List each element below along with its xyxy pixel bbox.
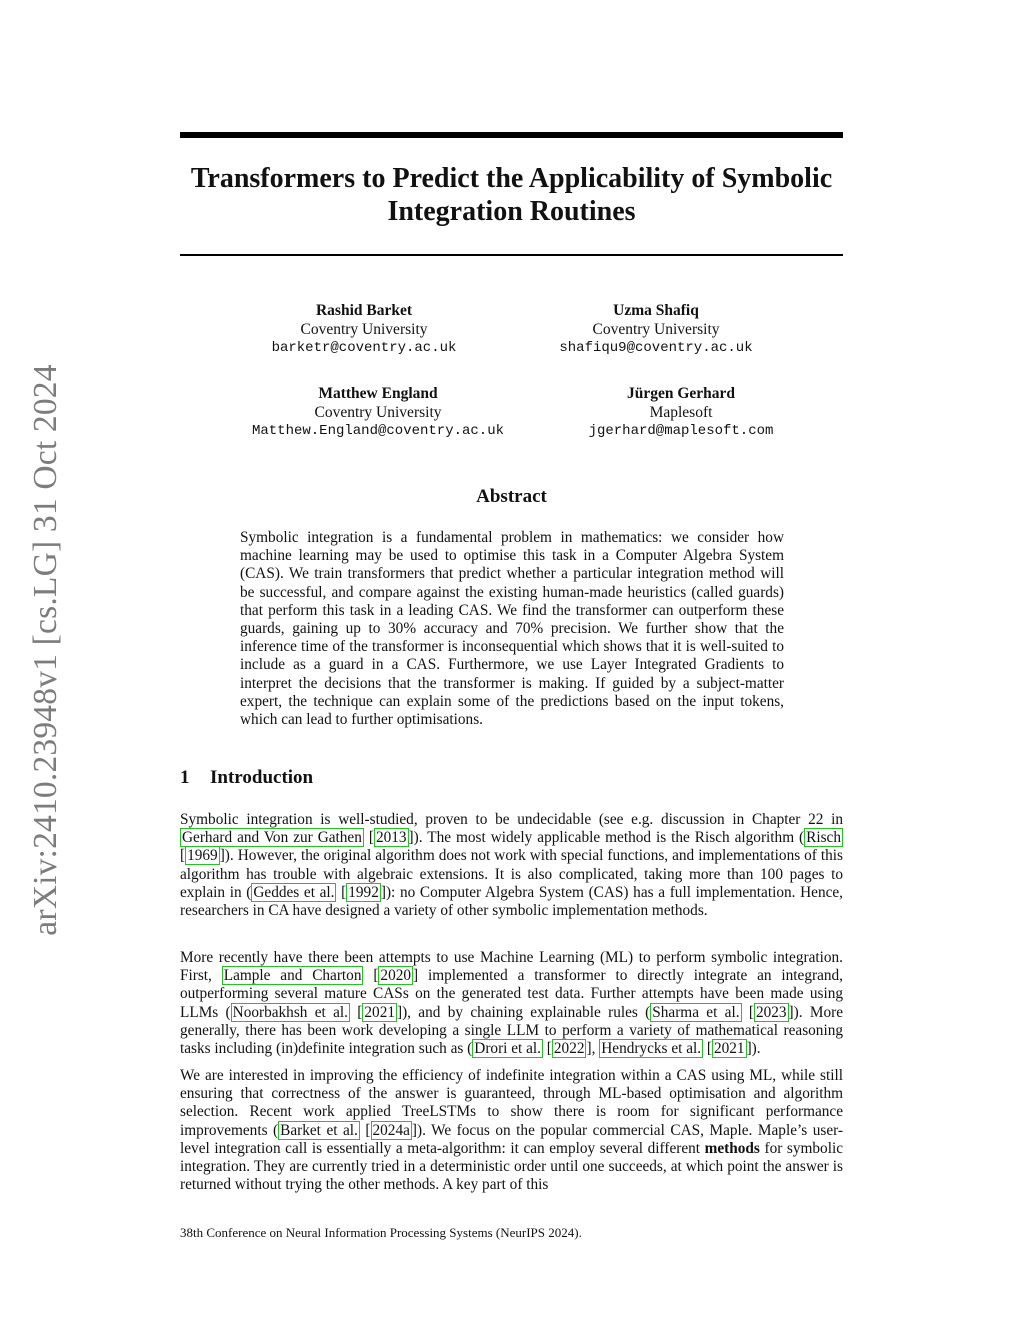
author-email: jgerhard@maplesoft.com [588, 423, 774, 439]
text-run: ] implemented a transformer to directly integrate an integrand, outperforming several mature CASs on the generated test data. Further attempts have been made using LLMs ( [180, 967, 843, 1021]
text-run: [ [180, 847, 186, 865]
citation-link[interactable]: Drori et al. [474, 1040, 541, 1058]
citation-link[interactable]: 2022 [553, 1040, 585, 1058]
citation-link[interactable]: Noorbakhsh et al. [232, 1003, 348, 1021]
abstract-text: Symbolic integration is a fundamental problem in mathematics: we consider how machine learning may be used to optimise this task in a Computer Algebra System (CAS). We train transformers that predict whether a particular integration method will be successful, and compare against the existing human-made heuristics (called guards) that perform this task in a leading CAS. We find the transformer can outperform these guards, gaining up to 30% accuracy and 70% precision. We further show that the inference time of the transformer is inconsequential which shows that it is well-suited to include as a guard in a CAS. Furthermore, we use Layer Integrated Gradients to interpret the decisions that the transformer is making. If guided by a subject-matter expert, the technique can explain some of the predictions based on the input tokens, which can lead to further optimisations. [240, 529, 784, 729]
citation-link[interactable]: Geddes et al. [253, 883, 335, 901]
text-run: for symbolic integration. They are currently tried in a deterministic order until one succeeds, at which point the answer is returned without trying the other methods. A key part of this [180, 1139, 843, 1194]
citation-link[interactable]: Risch [806, 829, 841, 847]
arxiv-identifier [26, 360, 66, 940]
author-email: shafiqu9@coventry.ac.uk [559, 340, 753, 356]
text-run: ], [586, 1040, 600, 1058]
section-title: Introduction [210, 767, 314, 788]
section-number: 1 [180, 767, 190, 788]
author-name: Uzma Shafiq [613, 302, 699, 319]
author-affiliation: Coventry University [314, 404, 442, 421]
paragraph-3 [180, 1067, 843, 1194]
text-run: ]). More generally, there has been work developing a single LLM to perform a variety of mathematical reasoning tasks including (in)definite integration such as ( [180, 1003, 844, 1058]
paper-title: Transformers to Predict the Applicability of Symbolic Integration Routines [190, 163, 833, 227]
citation-link[interactable]: 1992 [348, 883, 379, 901]
citation-link[interactable]: Sharma et al. [652, 1003, 740, 1021]
text-run: [ [349, 1003, 363, 1021]
author-email: barketr@coventry.ac.uk [271, 340, 457, 356]
author-affiliation: Coventry University [592, 321, 720, 338]
author-name: Jürgen Gerhard [626, 385, 736, 402]
text-run: [ [703, 1040, 712, 1058]
author-name: Matthew England [318, 385, 438, 402]
citation-link[interactable]: 2024a [372, 1121, 410, 1139]
text-run: [ [336, 883, 347, 901]
venue-footnote: 38th Conference on Neural Information Processing Systems (NeurIPS 2024). [180, 1225, 582, 1240]
citation-link[interactable]: Gerhard and Von zur Gathen [182, 829, 362, 847]
author-block-3 [228, 384, 528, 441]
text-run: [ [359, 1121, 371, 1139]
citation-link[interactable]: 1969 [187, 847, 218, 865]
paragraph-2 [180, 949, 843, 1058]
text-run: We are interested in improving the efficiency of indefinite integration within a CAS using ML, while still ensuring that correctness of the answer is guaranteed, through ML-based optimisation and algorithm selection. Recent work applied TreeLSTMs to show there is room for significant performance improvements ( [180, 1067, 843, 1139]
citation-link[interactable]: Lample and Charton [223, 967, 362, 985]
title-rule-top [180, 132, 843, 138]
citation-link[interactable]: 2021 [713, 1040, 745, 1058]
title-rule-bottom [180, 254, 843, 256]
text-run: ]): no Computer Algebra System (CAS) has a full implementation. Hence, researchers in CA have designed a variety of other symbolic implementation methods. [180, 883, 843, 920]
arxiv-identifier-text: arXiv:2410.23948v1 [cs.LG] 31 Oct 2024 [27, 364, 64, 936]
citation-link[interactable]: Hendrycks et al. [601, 1040, 702, 1058]
paragraph-1 [180, 811, 843, 920]
text-run: [ [363, 967, 379, 985]
text-run: Symbolic integration is well-studied, proven to be undecidable (see e.g. discussion in Chapter 22 in [180, 811, 843, 828]
section-heading [180, 767, 313, 789]
author-name: Rashid Barket [315, 302, 413, 319]
text-run: [ [363, 829, 374, 847]
abstract-heading: Abstract [476, 486, 547, 507]
text-run: [ [741, 1003, 754, 1021]
author-block-1 [214, 301, 514, 358]
text-run: ]). The most widely applicable method is the Risch algorithm ( [408, 829, 805, 847]
text-run: ]). We focus on the popular commercial CAS, Maple. Maple’s user-level integration call is essentially a meta-algorithm: it can employ several different [180, 1121, 843, 1157]
citation-link[interactable]: 2013 [375, 829, 407, 847]
citation-link[interactable]: 2023 [755, 1003, 787, 1021]
text-run: ]), and by chaining explainable rules ( [396, 1003, 651, 1021]
text-run: [ [542, 1040, 552, 1058]
text-run: ]). [746, 1040, 761, 1058]
author-affiliation: Maplesoft [649, 404, 713, 421]
bold-term: methods [704, 1139, 760, 1157]
text-run: ]). However, the original algorithm does not work with special functions, and implementations of this algorithm has trouble with algebraic extensions. It is also complicated, taking more than 100 pages to explain in ( [180, 847, 843, 901]
author-block-4 [531, 384, 831, 441]
author-email: Matthew.England@coventry.ac.uk [251, 423, 505, 439]
author-affiliation: Coventry University [300, 321, 428, 338]
citation-link[interactable]: Barket et al. [280, 1121, 358, 1139]
text-run: More recently have there been attempts to use Machine Learning (ML) to perform symbolic integration. First, [180, 949, 843, 985]
citation-link[interactable]: 2020 [380, 967, 412, 985]
author-block-2 [506, 301, 806, 358]
citation-link[interactable]: 2021 [364, 1003, 395, 1021]
